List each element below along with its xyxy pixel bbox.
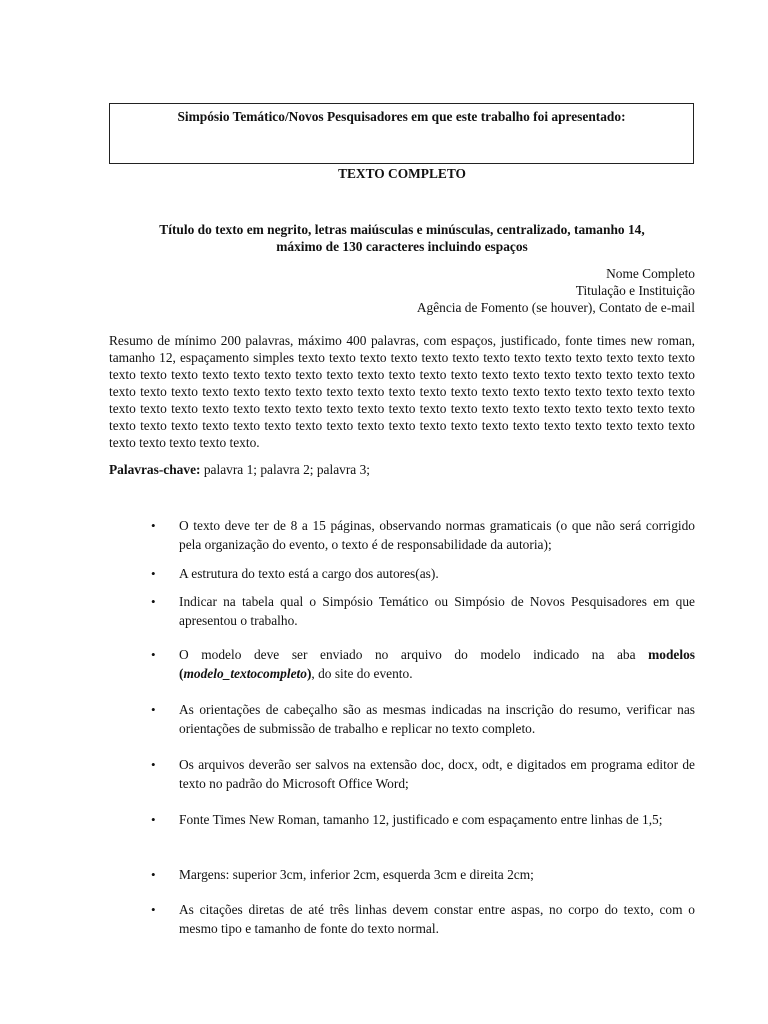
title-line-1: Título do texto em negrito, letras maiúsculas e minúsculas, centralizado, tamanho 14, [159, 222, 645, 237]
bullet-icon: • [151, 647, 156, 662]
list-item [151, 755, 695, 793]
bullet-icon: • [151, 812, 156, 827]
bullet-icon: • [151, 757, 156, 772]
keywords-label: Palavras-chave: [109, 462, 201, 477]
bullet-icon: • [151, 594, 156, 609]
author-affiliation: Titulação e Instituição [575, 283, 695, 298]
symposium-box [109, 103, 694, 164]
list-item [151, 564, 695, 583]
author-funding: Agência de Fomento (se houver), Contato de e-mail [416, 300, 695, 315]
bullet-icon: • [151, 518, 156, 533]
list-item [151, 645, 695, 683]
title-line-2: máximo de 130 caracteres incluindo espaços [276, 239, 528, 254]
list-item [151, 810, 695, 829]
list-item [151, 592, 695, 630]
list-item-text: As citações diretas de até três linhas devem constar entre aspas, no corpo do texto, com o mesmo tipo e tamanho de fonte do texto normal. [179, 902, 695, 936]
abstract-paragraph: Resumo de mínimo 200 palavras, máximo 400 palavras, com espaços, justificado, fonte times new roman, tamanho 12, espaçamento simples texto texto texto texto texto texto texto texto texto texto texto texto texto texto texto texto texto texto texto texto texto texto texto texto texto texto texto texto texto texto texto texto texto texto texto texto texto texto texto texto texto texto texto texto texto texto texto texto texto texto texto texto texto texto texto texto texto texto texto texto texto texto texto texto texto texto texto texto texto texto texto texto texto texto texto texto texto texto texto texto texto texto texto texto texto texto texto texto texto texto texto texto texto texto. [109, 333, 695, 450]
list-item-text: Margens: superior 3cm, inferior 2cm, esquerda 3cm e direita 2cm; [179, 867, 534, 882]
symposium-label: Simpósio Temático/Novos Pesquisadores em que este trabalho foi apresentado: [177, 109, 626, 124]
list-item [151, 900, 695, 938]
list-item [151, 700, 695, 738]
list-item-text: Fonte Times New Roman, tamanho 12, justificado e com espaçamento entre linhas de 1,5; [179, 812, 663, 827]
paper-title [109, 221, 695, 255]
bullet-icon: • [151, 902, 156, 917]
list-item-text: Indicar na tabela qual o Simpósio Temático ou Simpósio de Novos Pesquisadores em que apresentou o trabalho. [179, 594, 695, 628]
keywords-line [109, 461, 695, 478]
list-item-text: Os arquivos deverão ser salvos na extensão doc, docx, odt, e digitados em programa editor de texto no padrão do Microsoft Office Word; [179, 757, 695, 791]
keywords-value: palavra 1; palavra 2; palavra 3; [200, 462, 371, 477]
list-item-text: As orientações de cabeçalho são as mesmas indicadas na inscrição do resumo, verificar nas orientações de submissão de trabalho e replicar no texto completo. [179, 702, 695, 736]
list-item-text: A estrutura do texto está a cargo dos autores(as). [179, 566, 439, 581]
list-item [151, 516, 695, 554]
section-heading: TEXTO COMPLETO [338, 166, 466, 181]
bullet-icon: • [151, 702, 156, 717]
author-name: Nome Completo [606, 266, 695, 281]
list-item-text: O texto deve ter de 8 a 15 páginas, observando normas gramaticais (o que não será corrigido pela organização do evento, o texto é de responsabilidade da autoria); [179, 518, 695, 552]
bullet-icon: • [151, 867, 156, 882]
bullet-icon: • [151, 566, 156, 581]
list-item-text: O modelo deve ser enviado no arquivo do modelo indicado na aba modelos (modelo_textocompleto), do site do evento. [179, 647, 695, 681]
list-item [151, 865, 695, 884]
author-block [109, 265, 695, 316]
